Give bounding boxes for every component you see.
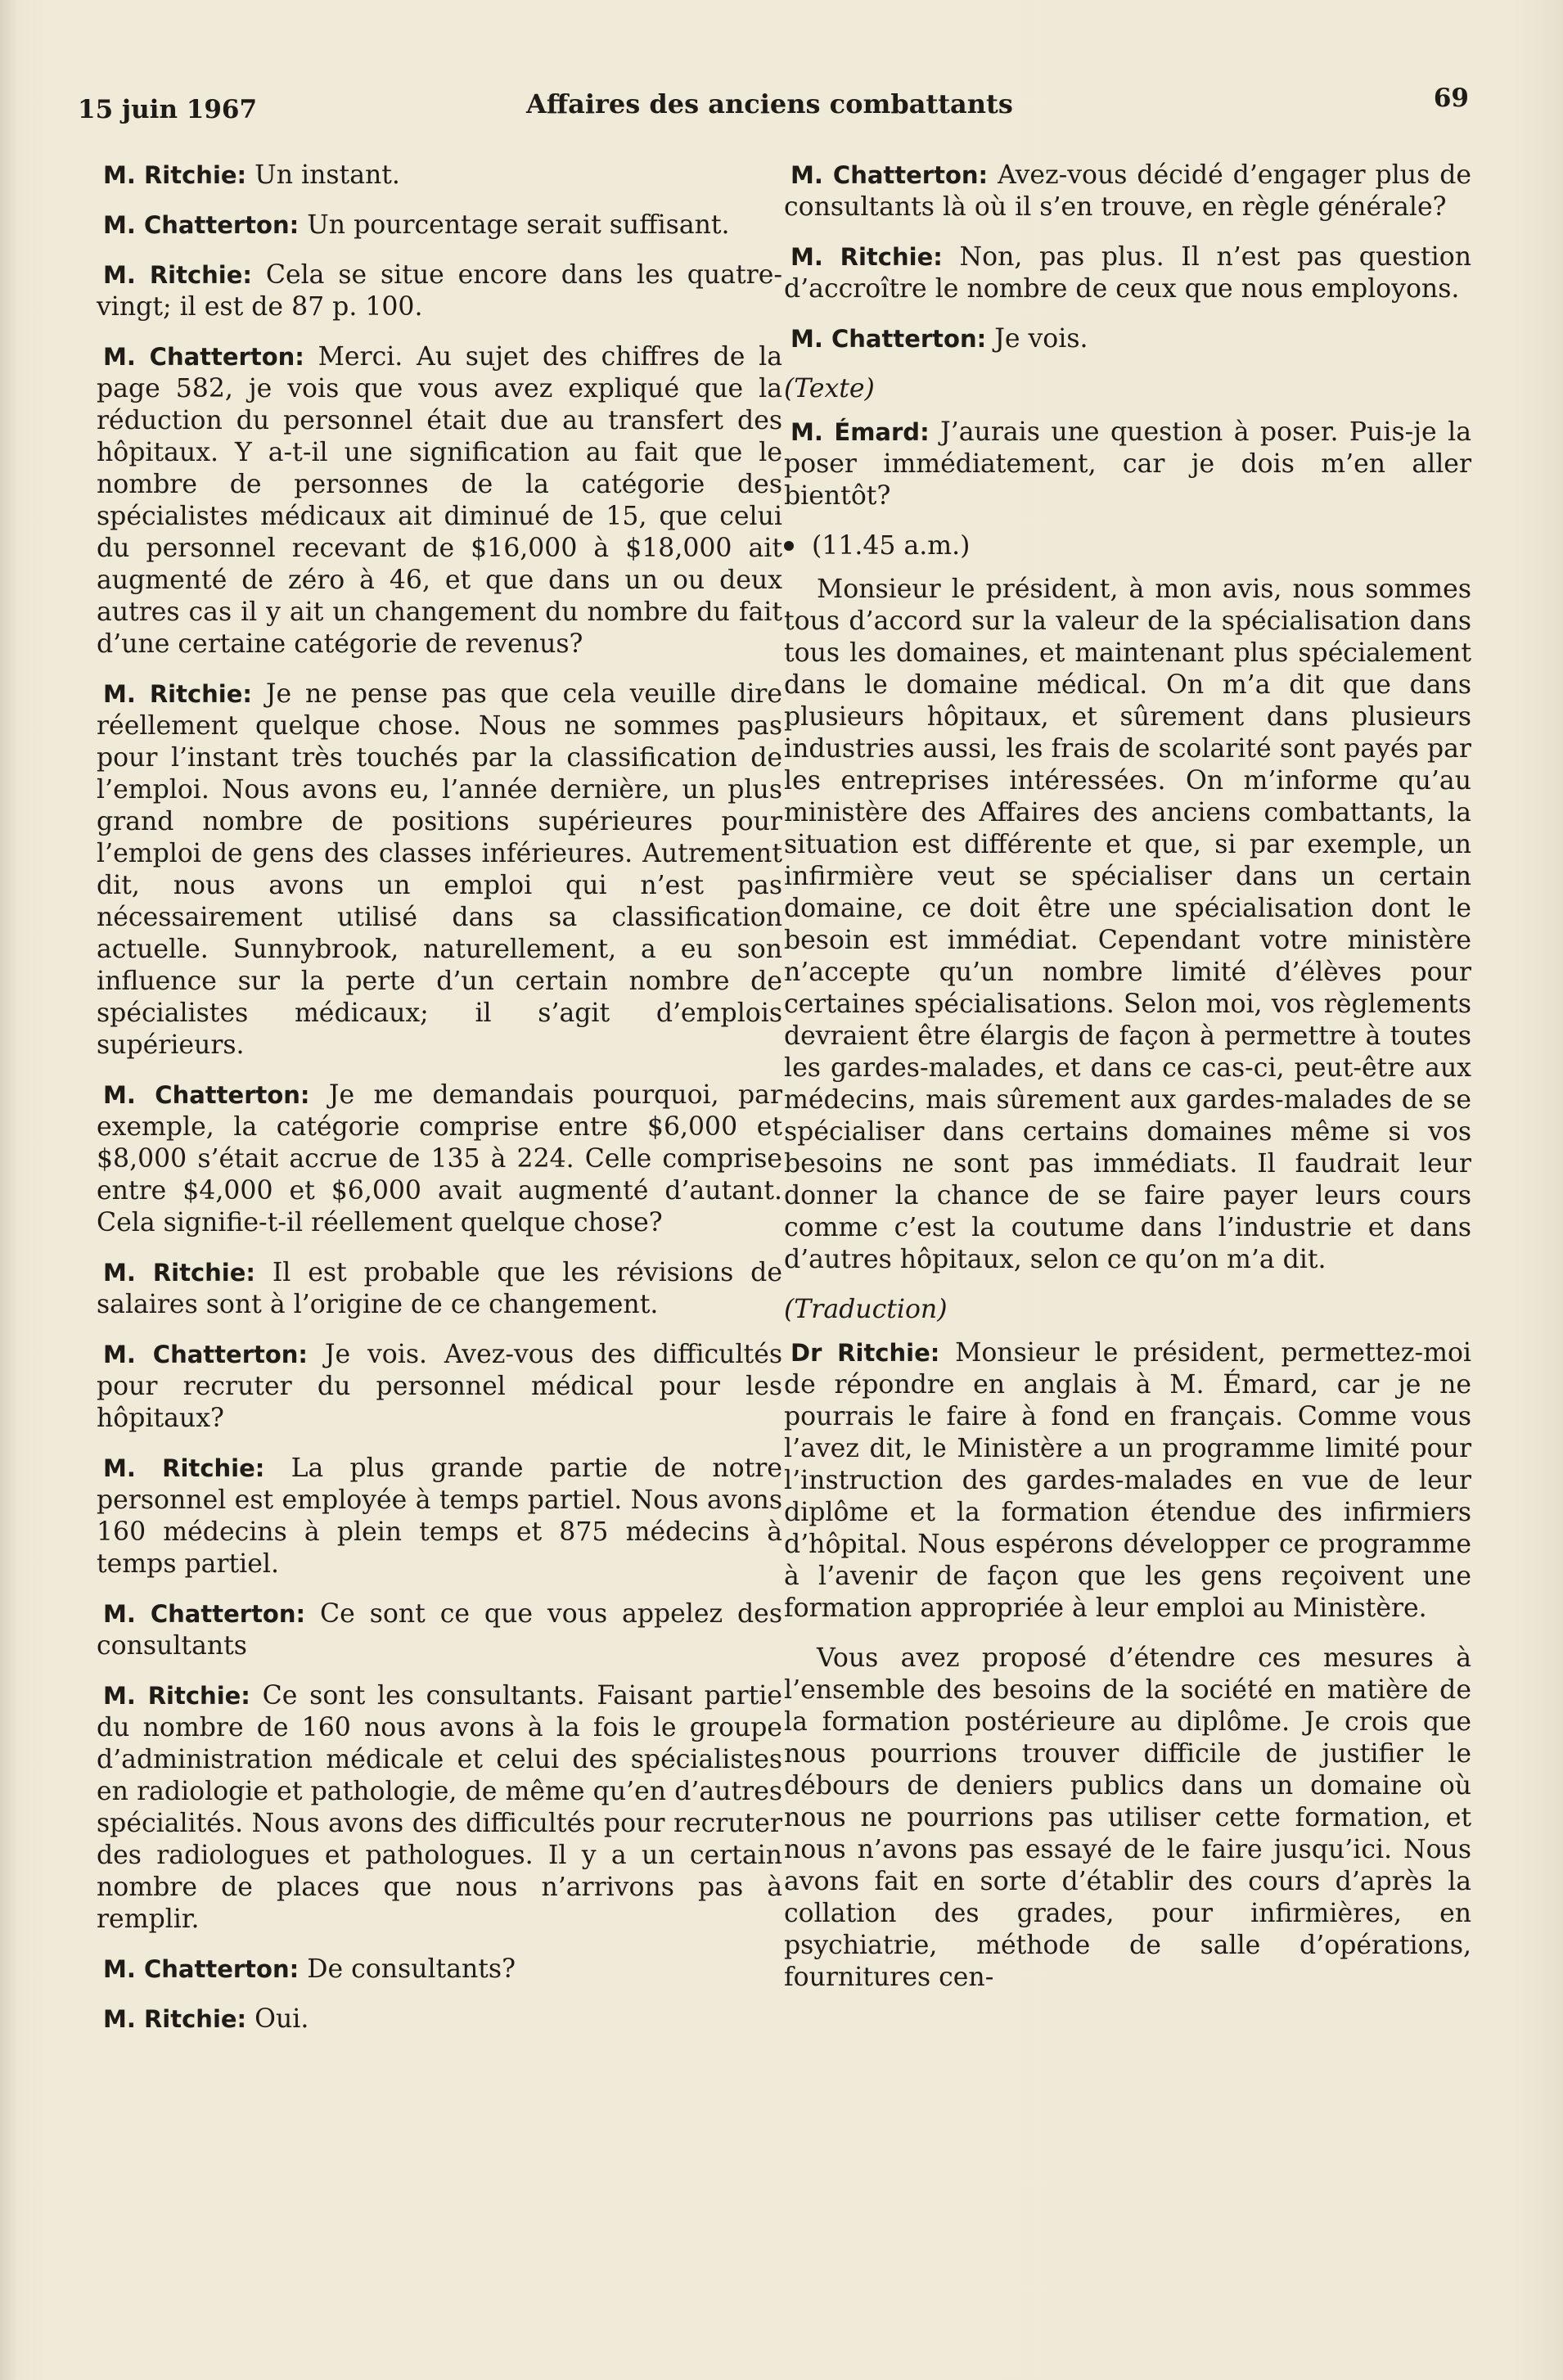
paragraph-text: Il est probable que les révisions de salaires sont à l’origine de ce changement.: [97, 1258, 782, 1319]
speaker-name: M. Chatterton:: [103, 1600, 306, 1628]
speaker-name: M. Chatterton:: [103, 343, 304, 371]
paragraph-text: Non, pas plus. Il n’est pas question d’accroître le nombre de ceux que nous employons.: [784, 242, 1472, 304]
language-marker: (Texte): [784, 374, 875, 403]
paragraph-text: Je vois.: [994, 324, 1088, 354]
transcript-paragraph: [97, 678, 782, 1062]
speaker-name: M. Chatterton:: [103, 1955, 300, 1983]
speaker-name: M. Chatterton:: [791, 325, 987, 353]
page-number: 69: [1433, 83, 1469, 113]
speaker-name: M. Ritchie:: [103, 1682, 250, 1710]
speaker-name: M. Chatterton:: [103, 1341, 309, 1368]
speaker-name: M. Ritchie:: [103, 2005, 247, 2033]
transcript-paragraph: [97, 1080, 782, 1239]
paragraph-text: Oui.: [254, 2004, 309, 2034]
paragraph-text: De consultants?: [307, 1954, 516, 1984]
language-marker: (Traduction): [784, 1295, 948, 1324]
transcript-paragraph: [97, 259, 782, 323]
bullet-icon: [784, 541, 794, 551]
paragraph-text: Ce sont ce que vous appelez des consultants: [97, 1599, 782, 1661]
transcript-paragraph: [784, 241, 1471, 305]
header-title: Affaires des anciens combattants: [526, 88, 1013, 119]
transcript-paragraph: [97, 1954, 782, 1986]
paragraph-text: La plus grande partie de notre personnel est employée à temps partiel. Nous avons 160 médecins à plein temps et 875 médecins à temps partiel.: [97, 1454, 782, 1579]
transcript-paragraph: Vous avez proposé d’étendre ces mesures à l’ensemble des besoins de la société en matière de la formation postérieure au diplôme. Je crois que nous pourrions trouver difficile de justifier le débours de deniers publics dans un domaine où nous ne pourrions pas utiliser cette formation, et nous n’avons pas essayé de le faire jusqu’ici. Nous avons fait en sorte d’établir des cours d’après la collation des grades, pour infirmières, en psychiatrie, méthode de salle d’opérations, fournitures cen-: [784, 1643, 1471, 1992]
paragraph-text: Je ne pense pas que cela veuille dire réellement quelque chose. Nous ne sommes pas pour l’instant très touchés par la classification de l’emploi. Nous avons eu, l’année dernière, un plus grand nombre de positions supérieures pour l’emploi de gens des classes inférieures. Autrement dit, nous avons un emploi qui n’est pas nécessairement utilisé dans sa classification actuelle. Sunnybrook, naturellement, a eu son influence sur la perte d’un certain nombre de spécialistes médicaux; il s’agit d’emplois supérieurs.: [97, 679, 783, 1060]
left-column: [97, 160, 782, 2053]
speaker-name: Dr Ritchie:: [791, 1339, 940, 1367]
transcript-paragraph: [97, 341, 782, 660]
time-marker: [784, 530, 1471, 562]
transcript-paragraph: [97, 1680, 782, 1936]
speaker-name: M. Émard:: [791, 418, 930, 446]
paragraph-text: Je me demandais pourquoi, par exemple, la catégorie comprise entre $6,000 et $8,000 s’était accrue de 135 à 224. Celle comprise entre $4,000 et $6,000 avait augmenté d’autant. Cela signifie-t-il réellement quelque chose?: [97, 1080, 782, 1237]
speaker-name: M. Ritchie:: [103, 161, 247, 189]
speaker-name: M. Ritchie:: [103, 680, 253, 708]
transcript-paragraph: [784, 417, 1471, 512]
transcript-paragraph: [97, 1339, 782, 1435]
page-header: [78, 83, 1469, 133]
transcript-paragraph: [97, 1257, 782, 1321]
paragraph-text: Avez-vous décidé d’engager plus de consultants là où il s’en trouve, en règle générale?: [784, 160, 1471, 222]
speaker-name: M. Ritchie:: [103, 1259, 255, 1287]
transcript-paragraph: [97, 210, 782, 241]
paragraph-text: Un pourcentage serait suffisant.: [307, 210, 730, 240]
transcript-paragraph: [784, 323, 1471, 355]
paragraph-text: Cela se situe encore dans les quatre-vingt; il est de 87 p. 100.: [97, 260, 782, 322]
paragraph-text: J’aurais une question à poser. Puis-je la poser immédiatement, car je dois m’en aller bientôt?: [784, 417, 1472, 511]
speaker-name: M. Chatterton:: [103, 211, 300, 239]
transcript-paragraph: [97, 160, 782, 192]
transcript-paragraph: Monsieur le président, à mon avis, nous sommes tous d’accord sur la valeur de la spécialisation dans tous les domaines, et maintenant plus spécialement dans le domaine médical. On m’a dit que dans plusieurs hôpitaux, et sûrement dans plusieurs industries aussi, les frais de scolarité sont payés par les entreprises intéressées. On m’informe qu’au ministère des Affaires des anciens combattants, la situation est différente et que, si par exemple, un infirmière veut se spécialiser dans un certain domaine, ce doit être une spécialisation dont le besoin est immédiat. Cependant votre ministère n’accepte qu’un nombre limité d’élèves pour certaines spécialisations. Selon moi, vos règlements devraient être élargis de façon à permettre à toutes les gardes-malades, et dans ce cas-ci, peut-être aux médecins, mais sûrement aux gardes-malades de se spécialiser dans certains domaines même si vos besoins ne sont pas immédiats. Il faudrait leur donner la chance de se faire payer leurs cours comme c’est la coutume dans l’industrie et dans d’autres hôpitaux, selon ce qu’on m’a dit.: [784, 575, 1471, 1274]
speaker-name: M. Ritchie:: [791, 243, 943, 271]
speaker-name: M. Chatterton:: [791, 161, 989, 189]
transcript-paragraph: [97, 1453, 782, 1580]
right-column: [784, 160, 1471, 2012]
time-text: (11.45 a.m.): [812, 531, 971, 561]
paragraph-text: Monsieur le président, permettez-moi de répondre en anglais à M. Émard, car je ne pourrais le faire à fond en français. Comme vous l’avez dit, le Ministère a un programme limité pour l’instruction des gardes-malades en vue de leur diplôme et la formation étendue des infirmiers d’hôpital. Nous espérons développer ce programme à l’avenir de façon que les gens reçoivent une formation appropriée à leur emploi au Ministère.: [784, 1338, 1471, 1623]
transcript-paragraph: [97, 1598, 782, 1662]
speaker-name: M. Ritchie:: [103, 261, 252, 289]
transcript-paragraph: [784, 1337, 1471, 1625]
transcript-paragraph: [784, 160, 1471, 223]
paragraph-text: Merci. Au sujet des chiffres de la page 582, je vois que vous avez expliqué que la réduction du personnel était due au transfert des hôpitaux. Y a-t-il une signification au fait que le nombre de personnes de la catégorie des spécialistes médicaux ait diminué de 15, que celui du personnel recevant de $16,000 à $18,000 ait augmenté de zéro à 46, et que dans un ou deux autres cas il y ait un changement du nombre du fait d’une certaine catégorie de revenus?: [97, 342, 782, 659]
paragraph-text: Je vois. Avez-vous des difficultés pour recruter du personnel médical pour les hôpitaux?: [97, 1340, 783, 1433]
paragraph-text: Ce sont les consultants. Faisant partie du nombre de 160 nous avons à la fois le groupe d’administration médicale et celui des spécialistes en radiologie et pathologie, de même qu’en d’autres spécialités. Nous avons des difficultés pour recruter des radiologues et pathologues. Il y a un certain nombre de places que nous n’arrivons pas à remplir.: [97, 1681, 782, 1934]
speaker-name: M. Chatterton:: [103, 1081, 310, 1109]
speaker-name: M. Ritchie:: [103, 1454, 265, 1482]
paragraph-text: Un instant.: [254, 160, 400, 190]
header-date: 15 juin 1967: [78, 95, 258, 124]
transcript-paragraph: [97, 2004, 782, 2035]
